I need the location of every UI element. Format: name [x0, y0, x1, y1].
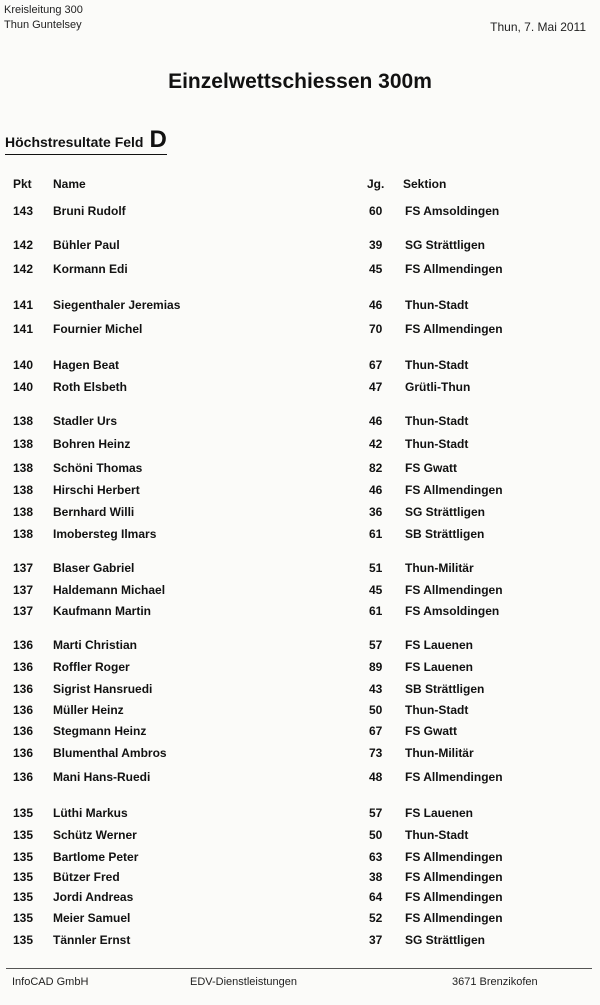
cell-name: Bernhard Willi [53, 505, 135, 519]
org-line-2: Thun Guntelsey [4, 19, 82, 31]
cell-pkt: 136 [13, 703, 34, 717]
footer-service: EDV-Dienstleistungen [190, 976, 298, 988]
cell-sektion: Thun-Stadt [405, 298, 469, 312]
cell-jg: 64 [369, 890, 383, 904]
cell-jg: 43 [369, 682, 383, 696]
cell-name: Schöni Thomas [53, 461, 143, 475]
cell-jg: 42 [369, 437, 383, 451]
cell-pkt: 137 [13, 561, 34, 575]
cell-name: Bützer Fred [53, 870, 120, 884]
cell-sektion: FS Allmendingen [405, 870, 503, 884]
cell-pkt: 135 [13, 828, 34, 842]
cell-name: Kaufmann Martin [53, 604, 152, 618]
cell-jg: 46 [369, 414, 383, 428]
cell-name: Jordi Andreas [53, 890, 134, 904]
cell-jg: 51 [369, 561, 383, 575]
cell-sektion: FS Lauenen [405, 638, 474, 652]
cell-pkt: 138 [13, 527, 34, 541]
cell-name: Mani Hans-Ruedi [53, 770, 151, 784]
cell-jg: 46 [369, 298, 383, 312]
cell-name: Bohren Heinz [53, 437, 131, 451]
cell-sektion: FS Lauenen [405, 660, 474, 674]
cell-sektion: Thun-Stadt [405, 703, 469, 717]
cell-sektion: SG Strättligen [405, 238, 486, 252]
cell-name: Bühler Paul [53, 238, 120, 252]
cell-jg: 70 [369, 322, 383, 336]
cell-sektion: FS Allmendingen [405, 322, 503, 336]
footer-divider [6, 968, 592, 969]
column-header-name: Name [53, 177, 86, 191]
cell-pkt: 137 [13, 604, 34, 618]
cell-name: Lüthi Markus [53, 806, 128, 820]
cell-pkt: 141 [13, 322, 34, 336]
cell-name: Kormann Edi [53, 262, 128, 276]
cell-jg: 38 [369, 870, 383, 884]
cell-name: Hagen Beat [53, 358, 120, 372]
cell-jg: 45 [369, 262, 383, 276]
cell-jg: 73 [369, 746, 383, 760]
cell-pkt: 136 [13, 770, 34, 784]
cell-sektion: FS Allmendingen [405, 483, 503, 497]
cell-pkt: 142 [13, 262, 34, 276]
cell-name: Tännler Ernst [53, 933, 131, 947]
cell-jg: 89 [369, 660, 383, 674]
cell-pkt: 138 [13, 505, 34, 519]
cell-jg: 60 [369, 204, 383, 218]
cell-sektion: FS Amsoldingen [405, 204, 500, 218]
footer-location: 3671 Brenzikofen [452, 976, 538, 988]
cell-pkt: 136 [13, 724, 34, 738]
cell-sektion: FS Allmendingen [405, 770, 503, 784]
cell-name: Meier Samuel [53, 911, 131, 925]
cell-name: Imobersteg Ilmars [53, 527, 157, 541]
cell-pkt: 138 [13, 414, 34, 428]
cell-pkt: 138 [13, 437, 34, 451]
cell-jg: 37 [369, 933, 383, 947]
cell-sektion: SG Strättligen [405, 505, 486, 519]
cell-name: Stadler Urs [53, 414, 118, 428]
cell-sektion: FS Allmendingen [405, 890, 503, 904]
cell-name: Stegmann Heinz [53, 724, 147, 738]
cell-jg: 46 [369, 483, 383, 497]
subtitle [5, 126, 167, 155]
cell-sektion: Thun-Militär [405, 746, 474, 760]
cell-sektion: Thun-Stadt [405, 358, 469, 372]
cell-sektion: SB Strättligen [405, 682, 485, 696]
cell-pkt: 135 [13, 850, 34, 864]
cell-pkt: 141 [13, 298, 34, 312]
cell-jg: 67 [369, 724, 383, 738]
cell-jg: 47 [369, 380, 383, 394]
cell-jg: 50 [369, 703, 383, 717]
cell-name: Fournier Michel [53, 322, 143, 336]
field-letter: D [149, 126, 167, 153]
cell-pkt: 136 [13, 746, 34, 760]
cell-sektion: FS Gwatt [405, 461, 458, 475]
cell-name: Müller Heinz [53, 703, 124, 717]
cell-name: Bartlome Peter [53, 850, 139, 864]
cell-sektion: Thun-Militär [405, 561, 474, 575]
cell-pkt: 136 [13, 638, 34, 652]
cell-name: Hirschi Herbert [53, 483, 140, 497]
footer-company: InfoCAD GmbH [12, 976, 89, 988]
cell-jg: 63 [369, 850, 383, 864]
page-title: Einzelwettschiessen 300m [168, 70, 432, 93]
cell-name: Blaser Gabriel [53, 561, 135, 575]
cell-sektion: FS Gwatt [405, 724, 458, 738]
cell-jg: 48 [369, 770, 383, 784]
cell-name: Blumenthal Ambros [53, 746, 167, 760]
cell-jg: 67 [369, 358, 383, 372]
cell-pkt: 138 [13, 461, 34, 475]
cell-name: Marti Christian [53, 638, 138, 652]
cell-sektion: Thun-Stadt [405, 414, 469, 428]
cell-name: Haldemann Michael [53, 583, 166, 597]
cell-sektion: Thun-Stadt [405, 437, 469, 451]
cell-sektion: FS Allmendingen [405, 850, 503, 864]
cell-pkt: 135 [13, 933, 34, 947]
org-line-1: Kreisleitung 300 [4, 4, 83, 16]
cell-pkt: 140 [13, 380, 34, 394]
header-organisation [4, 3, 83, 33]
cell-sektion: Grütli-Thun [405, 380, 471, 394]
cell-sektion: FS Allmendingen [405, 583, 503, 597]
cell-jg: 57 [369, 806, 383, 820]
cell-name: Schütz Werner [53, 828, 137, 842]
cell-name: Siegenthaler Jeremias [53, 298, 181, 312]
cell-sektion: FS Lauenen [405, 806, 474, 820]
cell-sektion: FS Amsoldingen [405, 604, 500, 618]
cell-jg: 61 [369, 527, 383, 541]
cell-jg: 52 [369, 911, 383, 925]
cell-pkt: 142 [13, 238, 34, 252]
cell-pkt: 137 [13, 583, 34, 597]
place-date: Thun, 7. Mai 2011 [490, 20, 586, 34]
cell-jg: 45 [369, 583, 383, 597]
cell-pkt: 136 [13, 660, 34, 674]
cell-jg: 39 [369, 238, 383, 252]
cell-pkt: 138 [13, 483, 34, 497]
cell-sektion: FS Allmendingen [405, 262, 503, 276]
cell-pkt: 135 [13, 890, 34, 904]
column-header-sektion: Sektion [403, 177, 447, 191]
cell-jg: 36 [369, 505, 383, 519]
column-header-pkt: Pkt [13, 177, 32, 191]
cell-jg: 57 [369, 638, 383, 652]
cell-jg: 82 [369, 461, 383, 475]
cell-pkt: 135 [13, 806, 34, 820]
cell-sektion: Thun-Stadt [405, 828, 469, 842]
cell-name: Roffler Roger [53, 660, 130, 674]
cell-sektion: SG Strättligen [405, 933, 486, 947]
cell-sektion: FS Allmendingen [405, 911, 503, 925]
cell-name: Roth Elsbeth [53, 380, 127, 394]
cell-pkt: 143 [13, 204, 34, 218]
cell-name: Sigrist Hansruedi [53, 682, 153, 696]
cell-name: Bruni Rudolf [53, 204, 126, 218]
cell-sektion: SB Strättligen [405, 527, 485, 541]
cell-jg: 61 [369, 604, 383, 618]
cell-pkt: 140 [13, 358, 34, 372]
cell-jg: 50 [369, 828, 383, 842]
cell-pkt: 135 [13, 870, 34, 884]
cell-pkt: 136 [13, 682, 34, 696]
cell-pkt: 135 [13, 911, 34, 925]
column-header-jg: Jg. [367, 177, 385, 191]
subtitle-label: Höchstresultate Feld [5, 134, 144, 150]
